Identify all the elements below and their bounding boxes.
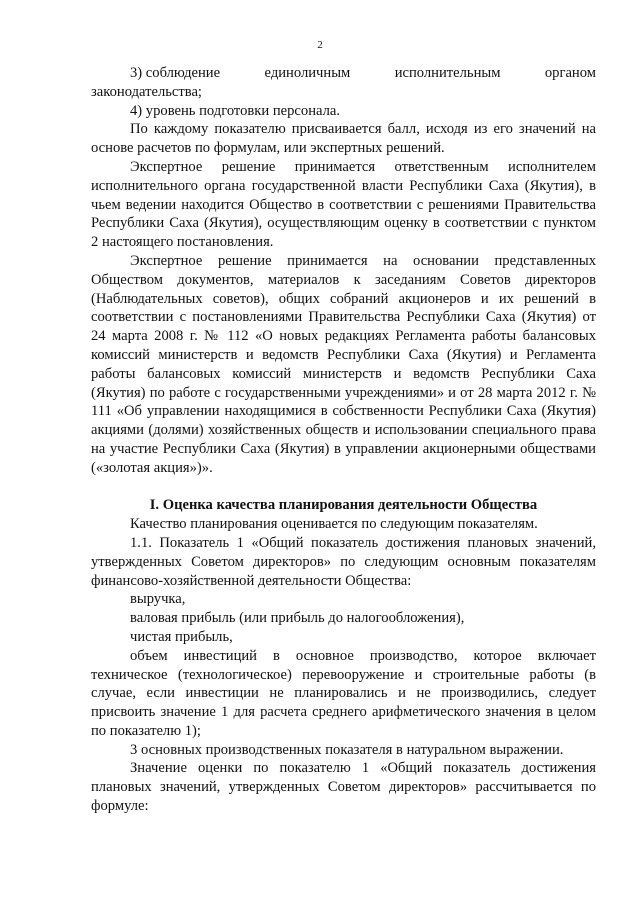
paragraph-item-3-line (91, 64, 596, 83)
paragraph-item-4: 4) уровень подготовки персонала. (130, 102, 341, 119)
section-heading: I. Оценка качества планирования деятельности Общества (149, 497, 538, 514)
page-number: 2 (317, 39, 323, 51)
word: 3) соблюдение (130, 65, 221, 81)
paragraph-item-3-continuation: законодательства; (91, 83, 202, 100)
list-item-net-profit: чистая прибыль, (130, 628, 233, 645)
list-item-gross-profit: валовая прибыль (или прибыль до налогообложения), (130, 610, 465, 627)
paragraph-production-indicators: 3 основных производственных показателя в натуральном выражении. (130, 741, 564, 758)
list-item-revenue: выручка, (130, 591, 186, 608)
word: исполнительным (394, 65, 501, 81)
paragraph-investments: объем инвестиций в основное производство, которое включает техническое (технологическое) перевооружение и строительные работы (в случае, если инвестиции не планировались и не производились, следует присвоить значение 1 для расчета среднего арифметического значения в целом по показателю 1); (91, 647, 596, 739)
paragraph-expert-decision-2: Экспертное решение принимается на основании представленных Обществом документов, материалов к заседаниям Советов директоров (Наблюдательных советов), общих собраний акционеров и их решений в соответствии с постановлениями Правительства Республики Саха (Якутия) от 24 марта 2008 г. № 112 «О новых редакциях Регламента работы балансовых комиссий министерств и ведомств Республики Саха (Якутия) и Регламента работы балансовых комиссий министерств и ведомств Республики Саха (Якутия) по работе с государственными учреждениями» и от 28 марта 2012 г. № 111 «Об управлении находящимися в собственности Республики Саха (Якутия) акциями (долями) хозяйственных обществ и использовании специального права на участие Республики Саха (Якутия) в управлении акционерными обществами («золотая акция»)». (91, 252, 596, 476)
paragraph-planning-quality: Качество планирования оценивается по следующим показателям. (130, 516, 538, 533)
word: единоличным (264, 65, 351, 81)
paragraph-indicator-1: 1.1. Показатель 1 «Общий показатель достижения плановых значений, утвержденных Советом директоров» по следующим основным показателям финансово-хозяйственной деятельности Общества: (91, 534, 596, 589)
document-body (91, 64, 596, 816)
paragraph-formula-intro: Значение оценки по показателю 1 «Общий показатель достижения плановых значений, утвержденных Советом директоров» рассчитывается по формуле: (91, 760, 596, 815)
paragraph-score: По каждому показателю присваивается балл, исходя из его значений на основе расчетов по формулам, или экспертных решений. (91, 121, 596, 157)
word: органом (544, 65, 596, 81)
paragraph-expert-decision-1: Экспертное решение принимается ответственным исполнителем исполнительного органа государственной власти Республики Саха (Якутия), в чьем ведении находится Общество в соответствии с решениями Правительства Республики Саха (Якутия), осуществляющим оценку в соответствии с пунктом 2 настоящего постановления. (91, 158, 596, 251)
